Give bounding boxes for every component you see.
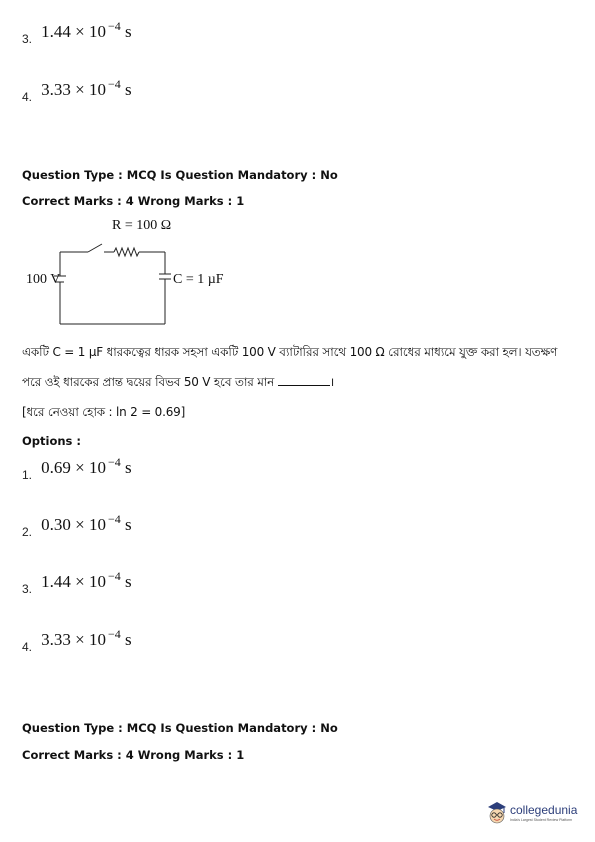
mascot-icon	[486, 800, 508, 826]
marks-line: Correct Marks : 4 Wrong Marks : 1	[22, 194, 245, 208]
capacitor-label: C = 1 µF	[173, 272, 224, 287]
option-value: 3.33 × 10 $^{-4}$ s	[41, 627, 132, 649]
question-text-line3: [ধরে নেওয়া হোক : ln 2 = 0.69]	[22, 405, 186, 419]
collegedunia-logo	[486, 800, 586, 828]
question-text-line1: একটি C = 1 µF ধারকত্বের ধারক সহসা একটি 100 V ব্যাটারির সাথে 100 Ω রোধের মাধ্যমে যুক্ত করা হল। যতক্ষণ	[22, 345, 558, 359]
logo-name: collegedunia	[510, 803, 578, 817]
option-number: 4.	[22, 640, 33, 654]
next-question-type-line: Question Type : MCQ Is Question Mandatory : No	[22, 721, 338, 735]
option-3[interactable]	[22, 569, 132, 596]
option-number: 3.	[22, 582, 33, 596]
logo-tagline: India's Largest Student Review Platform	[510, 818, 573, 822]
option-4[interactable]	[22, 627, 132, 654]
question-text-line2: পরে ওই ধারকের প্রান্ত দ্বয়ের বিভব 50 V হবে তার মান ।	[22, 375, 335, 389]
question-type-line: Question Type : MCQ Is Question Mandatory : No	[22, 168, 338, 182]
option-number: 4.	[22, 90, 33, 104]
option-value: 3.33 × 10 $^{-4}$ s	[41, 77, 132, 99]
prev-option-3	[22, 19, 132, 46]
option-2[interactable]	[22, 512, 132, 539]
answer-blank	[278, 375, 330, 386]
option-1[interactable]	[22, 455, 132, 482]
options-label: Options :	[22, 434, 81, 448]
option-value: 0.30 × 10 $^{-4}$ s	[41, 512, 132, 534]
option-value: 1.44 × 10 $^{-4}$ s	[41, 569, 132, 591]
option-number: 2.	[22, 525, 33, 539]
option-number: 1.	[22, 468, 33, 482]
next-marks-line: Correct Marks : 4 Wrong Marks : 1	[22, 748, 245, 762]
resistor-label: R = 100 Ω	[112, 218, 172, 233]
option-value: 0.69 × 10 $^{-4}$ s	[41, 455, 132, 477]
option-number: 3.	[22, 32, 33, 46]
resistor	[114, 248, 139, 256]
prev-option-4	[22, 77, 132, 104]
option-value: 1.44 × 10 $^{-4}$ s	[41, 19, 132, 41]
switch	[88, 244, 102, 252]
battery-label: 100 V	[26, 272, 61, 287]
